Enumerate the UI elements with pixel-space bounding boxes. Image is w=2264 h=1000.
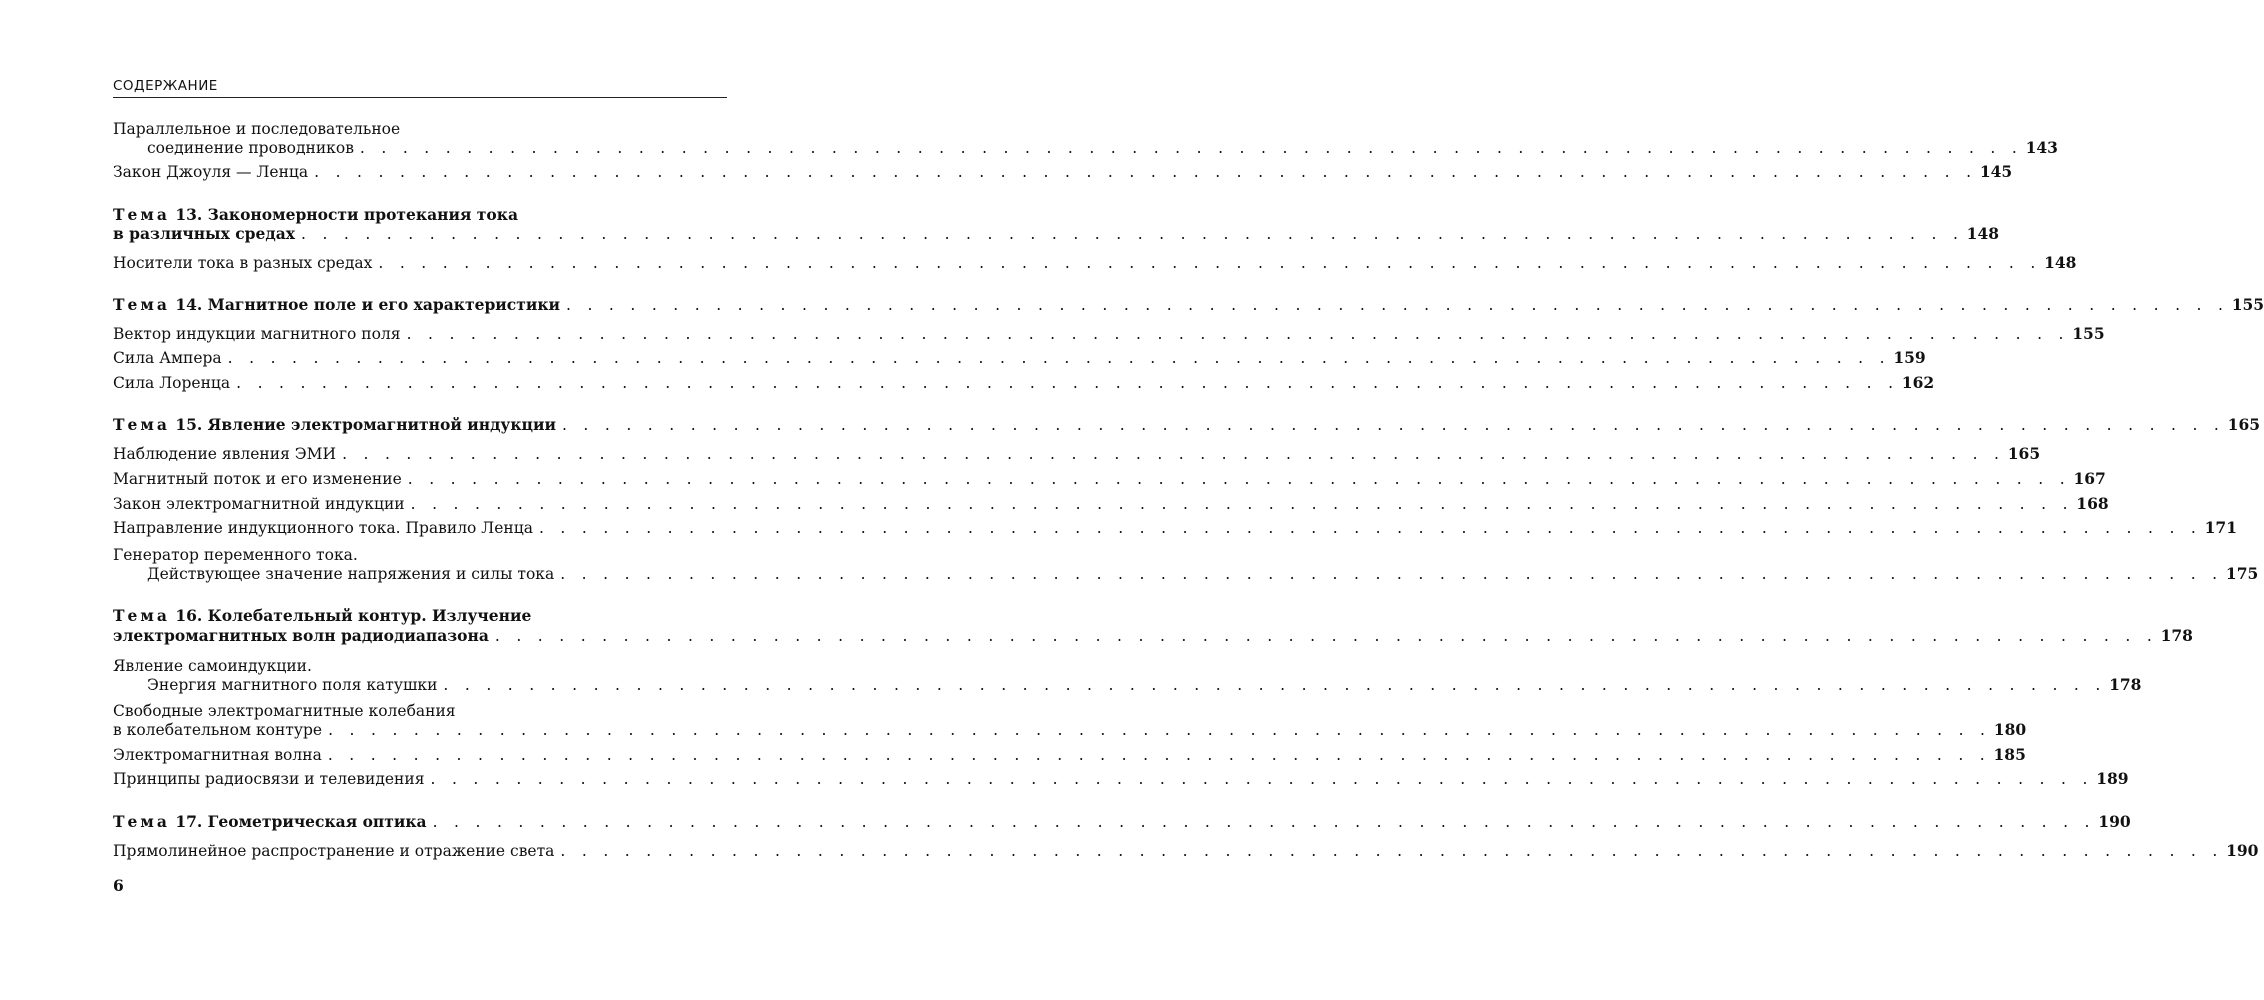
dot-leader: . . . . . . . . . . . . . . . . . . . . . . . . . . . . . . . . . . . . . . . . . . . . . . . . . . . . . . . . . . . . . . . . . . . . . . . . . . . . . . [561,416,2225,434]
entry-page: 155 [2231,295,2264,314]
dot-leader: . . . . . . . . . . . . . . . . . . . . . . . . . . . . . . . . . . . . . . . . . . . . . . . . . . . . . . . . . . . . . . . . . . . . . . . . . . . . . . [342,445,2005,463]
toc-topic-heading [113,222,2000,246]
dot-leader: . . . . . . . . . . . . . . . . . . . . . . . . . . . . . . . . . . . . . . . . . . . . . . . . . . . . . . . . . . . . . . . . . . . . . . . . . . . . . . [406,325,2070,343]
dot-leader: . . . . . . . . . . . . . . . . . . . . . . . . . . . . . . . . . . . . . . . . . . . . . . . . . . . . . . . . . . . . . . . . . . . . . . . . . . . . . . [560,842,2224,860]
toc-entry [113,839,2259,863]
page-number: 6 [113,876,124,895]
entry-text: в различных средах [113,224,295,243]
entry-text: Сила Лоренца [113,374,231,392]
entry-text: Явление самоиндукции. [113,657,312,675]
dot-leader: . . . . . . . . . . . . . . . . . . . . . . . . . . . . . . . . . . . . . . . . . . . . . . . . . . . . . . . . . . . . . . . . . . . . . . . . . . . . . . [560,565,2223,583]
entry-text: 16. Колебательный контур. Излучение [175,606,532,625]
topic-label: Тема [113,205,170,224]
entry-page: 167 [2073,469,2106,488]
toc-topic-heading [113,413,2261,437]
topic-title: 14. Магнитное поле и его характеристики [175,295,561,314]
entry-text: Прямолинейное распространение и отражение света [113,842,555,860]
entry-text: Свободные электромагнитные колебания [113,702,456,720]
dot-leader: . . . . . . . . . . . . . . . . . . . . . . . . . . . . . . . . . . . . . . . . . . . . . . . . . . . . . . . . . . . . . . . . . . . . . . . . . . . . . . [407,470,2071,488]
toc-topic-heading [113,810,2131,834]
dot-leader: . . . . . . . . . . . . . . . . . . . . . . . . . . . . . . . . . . . . . . . . . . . . . . . . . . . . . . . . . . . . . . . . . . . . . . . . . . . . . . [538,519,2202,537]
entry-text: 13. Закономерности протекания тока [175,205,518,224]
dot-leader: . . . . . . . . . . . . . . . . . . . . . . . . . . . . . . . . . . . . . . . . . . . . . . . . . . . . . . . . . . . . . . . . . . . . . . . . . . . . . . [328,721,1991,739]
dot-leader: . . . . . . . . . . . . . . . . . . . . . . . . . . . . . . . . . . . . . . . . . . . . . . . . . . . . . . . . . . . . . . . . . . . . . . . . . . . . . . [410,495,2074,513]
dot-leader: . . . . . . . . . . . . . . . . . . . . . . . . . . . . . . . . . . . . . . . . . . . . . . . . . . . . . . . . . . . . . . . . . . . . . . . . . . . . . . [443,676,2107,694]
topic-label: Тема [113,812,170,831]
entry-text: электромагнитных волн радиодиапазона [113,626,489,645]
toc-entry [113,346,1926,370]
entry-page: 159 [1893,348,1926,367]
dot-leader: . . . . . . . . . . . . . . . . . . . . . . . . . . . . . . . . . . . . . . . . . . . . . . . . . . . . . . . . . . . . . . . . . . . . . . . . . . . . . . [227,349,1891,367]
entry-page: 165 [2227,415,2261,434]
entry-page: 145 [1979,162,2013,181]
entry-page: 162 [1901,373,1935,392]
entry-text: Магнитный поток и его изменение [113,470,402,488]
entry-page: 165 [2007,444,2041,463]
toc-entry [113,442,2041,466]
topic-title: 17. Геометрическая оптика [175,812,427,831]
entry-page: 171 [2204,518,2237,537]
entry-page: 178 [2160,626,2193,645]
toc-topic-heading [113,293,2264,317]
topic-label: Тема [113,606,170,625]
toc-topic-heading [113,624,2193,648]
dot-leader: . . . . . . . . . . . . . . . . . . . . . . . . . . . . . . . . . . . . . . . . . . . . . . . . . . . . . . . . . . . . . . . . . . . . . . . . . . . . . . [566,296,2229,314]
entry-text [113,810,427,834]
toc-entry [147,562,2259,586]
entry-text: Электромагнитная волна [113,746,322,764]
entry-text: в колебательном контуре [113,721,323,739]
toc-entry [113,251,2077,275]
entry-page: 178 [2109,675,2142,694]
toc-entry [113,467,2106,491]
toc-entry [113,160,2013,184]
entry-text: Наблюдение явления ЭМИ [113,445,337,463]
entry-page: 180 [1993,720,2027,739]
dot-leader: . . . . . . . . . . . . . . . . . . . . . . . . . . . . . . . . . . . . . . . . . . . . . . . . . . . . . . . . . . . . . . . . . . . . . . . . . . . . . . [432,813,2096,831]
entry-page: 190 [2098,812,2131,831]
dot-leader: . . . . . . . . . . . . . . . . . . . . . . . . . . . . . . . . . . . . . . . . . . . . . . . . . . . . . . . . . . . . . . . . . . . . . . . . . . . . . . [236,374,1899,392]
entry-page: 168 [2076,494,2109,513]
dot-leader: . . . . . . . . . . . . . . . . . . . . . . . . . . . . . . . . . . . . . . . . . . . . . . . . . . . . . . . . . . . . . . . . . . . . . . . . . . . . . . [300,225,1964,243]
entry-text: Принципы радиосвязи и телевидения [113,770,425,788]
entry-text: Закон электромагнитной индукции [113,495,405,513]
toc-entry [113,322,2105,346]
dot-leader: . . . . . . . . . . . . . . . . . . . . . . . . . . . . . . . . . . . . . . . . . . . . . . . . . . . . . . . . . . . . . . . . . . . . . . . . . . . . . . [314,163,1977,181]
dot-leader: . . . . . . . . . . . . . . . . . . . . . . . . . . . . . . . . . . . . . . . . . . . . . . . . . . . . . . . . . . . . . . . . . . . . . . . . . . . . . . [494,627,2158,645]
toc-entry [113,371,1935,395]
entry-text [113,293,560,317]
entry-page: 185 [1993,745,2026,764]
entry-text: Носители тока в разных средах [113,254,373,272]
entry-text: соединение проводников [147,139,354,157]
dot-leader: . . . . . . . . . . . . . . . . . . . . . . . . . . . . . . . . . . . . . . . . . . . . . . . . . . . . . . . . . . . . . . . . . . . . . . . . . . . . . . [327,746,1991,764]
toc-entry [147,136,2058,160]
entry-page: 143 [2025,138,2058,157]
entry-text: Сила Ампера [113,349,222,367]
topic-label: Тема [113,295,170,314]
running-head: СОДЕРЖАНИЕ [113,78,218,94]
entry-text: Генератор переменного тока. [113,546,358,564]
topic-label: Тема [113,415,170,434]
entry-text: Закон Джоуля — Ленца [113,163,309,181]
entry-page: 190 [2226,841,2259,860]
entry-page: 175 [2225,564,2259,583]
topic-title: 15. Явление электромагнитной индукции [175,415,556,434]
toc-entry [113,492,2109,516]
toc-entry [113,516,2237,540]
dot-leader: . . . . . . . . . . . . . . . . . . . . . . . . . . . . . . . . . . . . . . . . . . . . . . . . . . . . . . . . . . . . . . . . . . . . . . . . . . . . . . [430,770,2094,788]
entry-text: Энергия магнитного поля катушки [147,676,438,694]
dot-leader: . . . . . . . . . . . . . . . . . . . . . . . . . . . . . . . . . . . . . . . . . . . . . . . . . . . . . . . . . . . . . . . . . . . . . . . . . . . . . . [359,139,2023,157]
entry-text: Направление индукционного тока. Правило Ленца [113,519,533,537]
toc-entry [113,767,2129,791]
entry-text: Параллельное и последовательное [113,120,401,138]
dot-leader: . . . . . . . . . . . . . . . . . . . . . . . . . . . . . . . . . . . . . . . . . . . . . . . . . . . . . . . . . . . . . . . . . . . . . . . . . . . . . . [378,254,2042,272]
table-of-contents [113,0,2264,1000]
entry-text: Действующее значение напряжения и силы тока [147,565,555,583]
entry-text [113,413,556,437]
entry-page: 155 [2072,324,2105,343]
toc-entry [113,718,2027,742]
toc-entry [113,743,2026,767]
entry-page: 148 [1966,224,2000,243]
entry-page: 148 [2044,253,2077,272]
entry-text: Вектор индукции магнитного поля [113,325,401,343]
toc-entry [147,673,2142,697]
entry-page: 189 [2096,769,2129,788]
